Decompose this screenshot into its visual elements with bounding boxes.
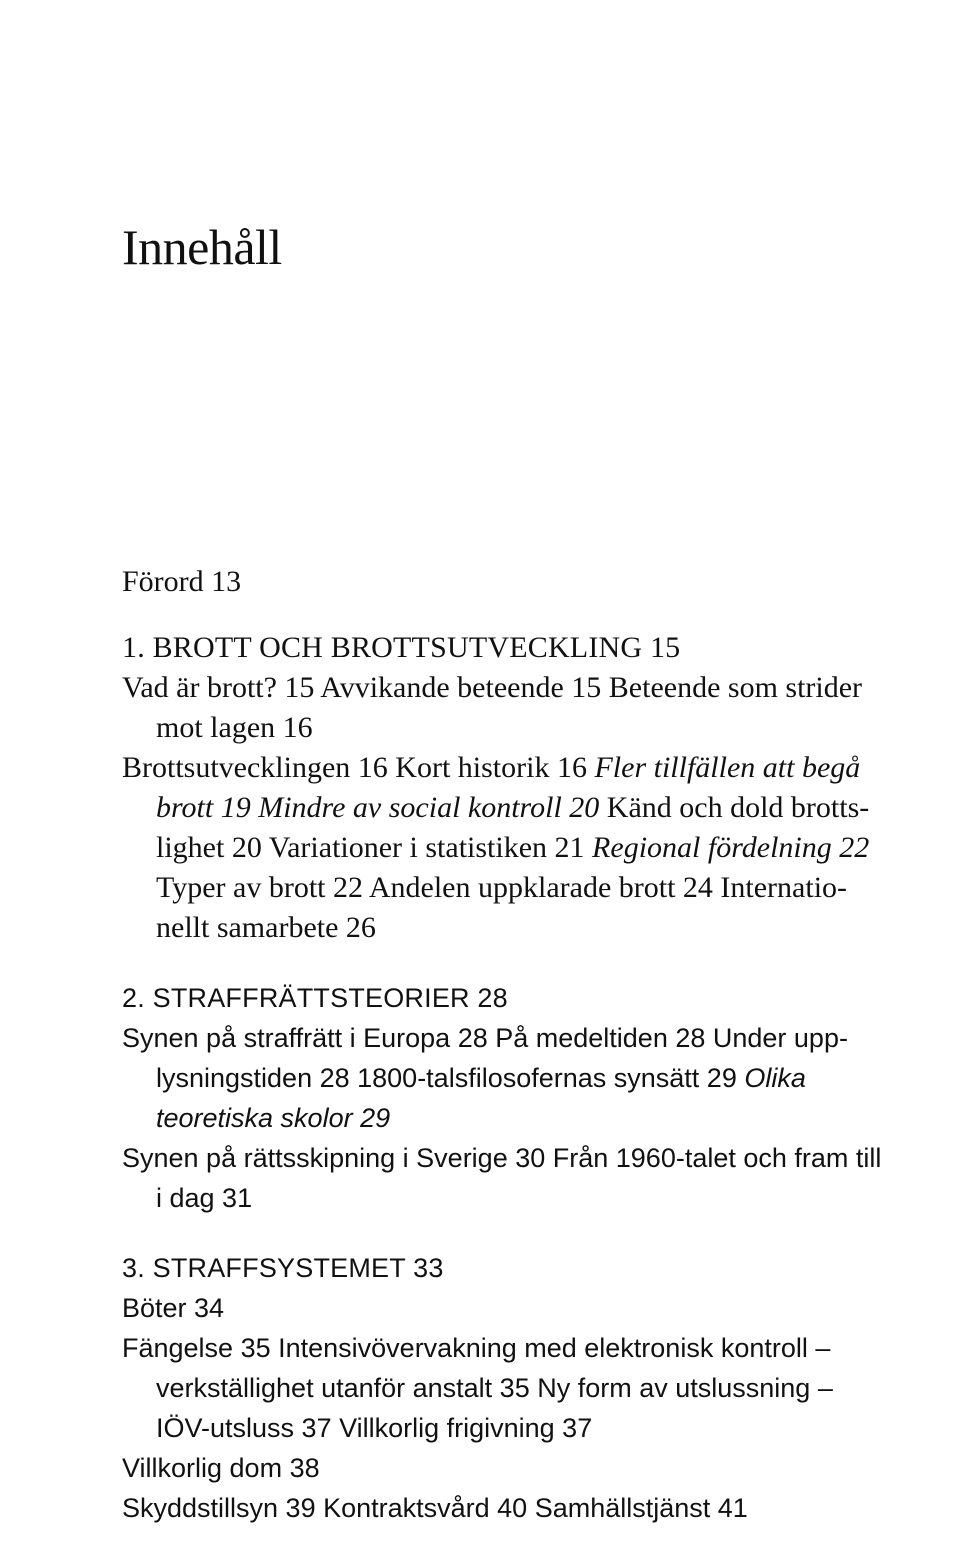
toc-line: i dag 31 — [156, 1183, 253, 1213]
toc-text-italic: Regional fördelning 22 — [592, 831, 870, 864]
toc-line — [122, 1058, 952, 1098]
toc-text: Känd och dold brotts- — [599, 791, 870, 824]
chapter-2-heading: 2. STRAFFRÄTTSTEORIER 28 — [122, 983, 508, 1013]
toc-line — [122, 748, 952, 788]
toc-line: Synen på rättsskipning i Sverige 30 Från 1960-talet och fram till — [122, 1143, 882, 1173]
toc-line: verkställighet utanför anstalt 35 Ny form av utslussning – — [156, 1373, 833, 1403]
page-title: Innehåll — [122, 219, 282, 275]
toc-text-italic: teoretiska skolor 29 — [156, 1103, 391, 1133]
table-of-contents — [122, 562, 952, 1528]
toc-line — [122, 1098, 952, 1138]
toc-line: Skyddstillsyn 39 Kontraktsvård 40 Samhällstjänst 41 — [122, 1493, 748, 1523]
toc-line: mot lagen 16 — [156, 711, 313, 744]
chapter-1-heading: 1. BROTT OCH BROTTSUTVECKLING 15 — [122, 631, 681, 664]
toc-line: Böter 34 — [122, 1293, 225, 1323]
toc-line — [122, 788, 952, 828]
toc-text: lighet 20 Variationer i statistiken 21 — [156, 831, 593, 864]
toc-line: Synen på straffrätt i Europa 28 På medeltiden 28 Under upp- — [122, 1023, 848, 1053]
toc-text-italic: brott 19 Mindre av social kontroll 20 — [156, 791, 600, 824]
chapter-3-heading: 3. STRAFFSYSTEMET 33 — [122, 1253, 444, 1283]
toc-line: Vad är brott? 15 Avvikande beteende 15 Beteende som strider — [122, 671, 863, 704]
toc-text-italic: Fler tillfällen att begå — [594, 751, 861, 784]
toc-foreword: Förord 13 — [122, 565, 242, 598]
toc-line: Villkorlig dom 38 — [122, 1453, 320, 1483]
toc-line: Fängelse 35 Intensivövervakning med elektronisk kontroll – — [122, 1333, 831, 1363]
toc-line: IÖV-utsluss 37 Villkorlig frigivning 37 — [156, 1413, 593, 1443]
toc-line: Typer av brott 22 Andelen uppklarade brott 24 Internatio- — [156, 871, 848, 904]
toc-line — [122, 828, 952, 868]
toc-line: nellt samarbete 26 — [156, 911, 376, 944]
toc-text-italic: Olika — [744, 1063, 806, 1093]
toc-text: lysningstiden 28 1800-talsfilosofernas synsätt 29 — [156, 1063, 745, 1093]
toc-text: Brottsutvecklingen 16 Kort historik 16 — [122, 751, 595, 784]
